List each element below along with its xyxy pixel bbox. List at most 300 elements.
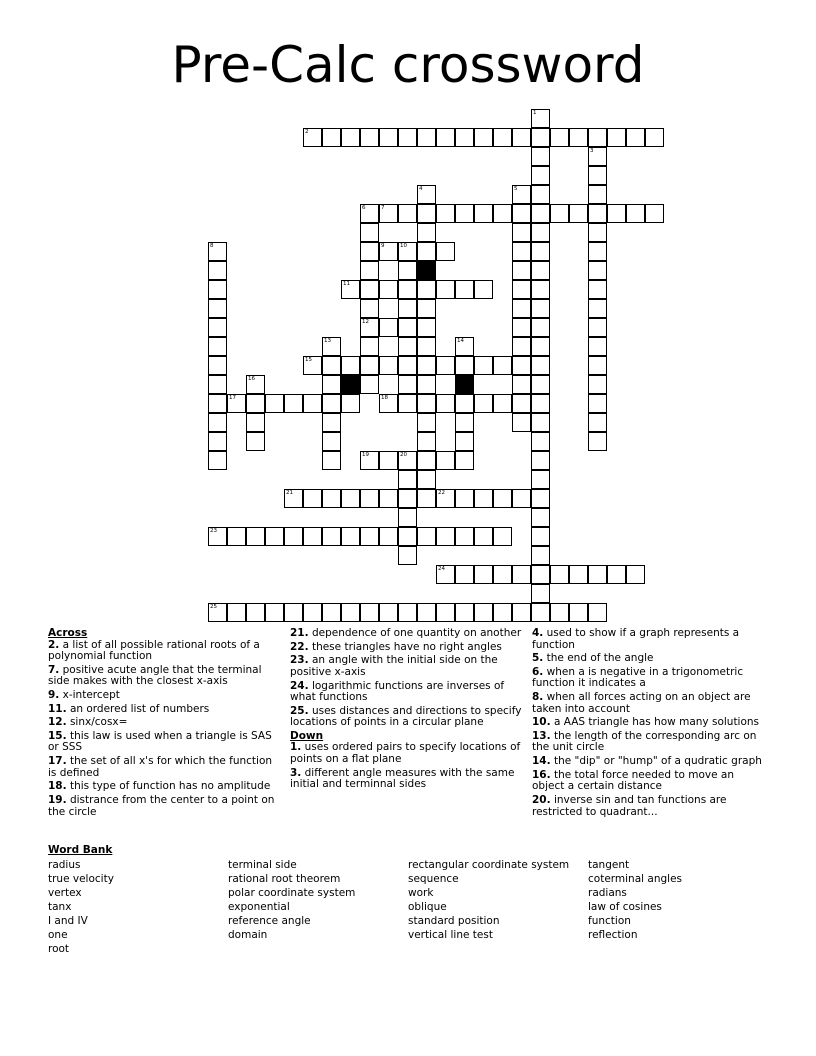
crossword-cell[interactable] (588, 280, 607, 299)
crossword-cell[interactable] (379, 394, 398, 413)
crossword-cell[interactable] (398, 489, 417, 508)
crossword-cell[interactable] (360, 527, 379, 546)
crossword-cell[interactable] (246, 413, 265, 432)
crossword-cell[interactable] (512, 603, 531, 622)
clue-item-number: 13. (532, 729, 551, 742)
crossword-cell[interactable] (493, 128, 512, 147)
clue-item-text: this type of function has no amplitude (69, 780, 271, 793)
crossword-cell[interactable] (436, 128, 455, 147)
word-bank-column (588, 858, 682, 942)
crossword-cell[interactable] (322, 527, 341, 546)
clue-item (48, 795, 280, 818)
crossword-cell[interactable] (436, 451, 455, 470)
crossword-cell[interactable] (512, 394, 531, 413)
crossword-cell[interactable] (417, 204, 436, 223)
crossword-cell[interactable] (550, 565, 569, 584)
crossword-cell[interactable] (341, 356, 360, 375)
crossword-cell[interactable] (417, 527, 436, 546)
clue-item-text: sinx/cosx= (69, 716, 128, 729)
crossword-cell[interactable] (455, 603, 474, 622)
crossword-cell[interactable] (379, 128, 398, 147)
crossword-cell[interactable] (360, 204, 379, 223)
crossword-cell[interactable] (436, 603, 455, 622)
crossword-cell[interactable] (569, 603, 588, 622)
crossword-cell[interactable] (417, 299, 436, 318)
crossword-cell[interactable] (588, 242, 607, 261)
crossword-cell[interactable] (531, 394, 550, 413)
word-bank-column (408, 858, 569, 942)
crossword-cell[interactable] (265, 394, 284, 413)
crossword-cell[interactable] (360, 128, 379, 147)
crossword-cell[interactable] (588, 318, 607, 337)
crossword-cell[interactable] (512, 204, 531, 223)
clue-item-text: uses distances and directions to specify locations of points in a circular plane (290, 704, 522, 729)
crossword-cell[interactable] (455, 565, 474, 584)
clue-item (290, 628, 522, 640)
clue-number: 4 (419, 186, 423, 192)
crossword-cell[interactable] (208, 242, 227, 261)
clue-item-number: 1. (290, 741, 302, 754)
crossword-cell[interactable] (398, 280, 417, 299)
word-bank-item: oblique (408, 901, 447, 913)
crossword-cell[interactable] (360, 318, 379, 337)
crossword-cell[interactable] (569, 204, 588, 223)
crossword-cell[interactable] (436, 489, 455, 508)
word-bank-item: standard position (408, 915, 500, 927)
crossword-cell[interactable] (474, 394, 493, 413)
crossword-cell[interactable] (379, 527, 398, 546)
clue-column-3 (532, 628, 764, 820)
crossword-cell[interactable] (417, 128, 436, 147)
crossword-cell[interactable] (284, 527, 303, 546)
crossword-cell[interactable] (455, 489, 474, 508)
crossword-cell[interactable] (398, 375, 417, 394)
crossword-cell[interactable] (645, 204, 664, 223)
clue-item-number: 5. (532, 652, 544, 665)
crossword-cell[interactable] (588, 128, 607, 147)
crossword-cell[interactable] (265, 603, 284, 622)
crossword-cell[interactable] (474, 603, 493, 622)
crossword-cell[interactable] (531, 318, 550, 337)
clue-item-text: the "dip" or "hump" of a qudratic graph (553, 755, 762, 768)
crossword-cell[interactable] (246, 375, 265, 394)
crossword-cell[interactable] (417, 223, 436, 242)
crossword-cell[interactable] (379, 204, 398, 223)
crossword-cell[interactable] (512, 261, 531, 280)
crossword-cell[interactable] (588, 166, 607, 185)
crossword-cell[interactable] (398, 470, 417, 489)
crossword-cell[interactable] (208, 280, 227, 299)
crossword-cell[interactable] (588, 432, 607, 451)
word-bank-item: vertical line test (408, 929, 493, 941)
crossword-cell[interactable] (626, 204, 645, 223)
crossword-cell[interactable] (398, 451, 417, 470)
clue-item-text: inverse sin and tan functions are restricted to quadrant... (532, 794, 727, 818)
crossword-cell[interactable] (341, 489, 360, 508)
crossword-cell[interactable] (588, 223, 607, 242)
crossword-cell[interactable] (588, 204, 607, 223)
crossword-cell[interactable] (284, 489, 303, 508)
crossword-cell[interactable] (531, 451, 550, 470)
crossword-cell[interactable] (417, 242, 436, 261)
crossword-cell[interactable] (322, 356, 341, 375)
crossword-cell[interactable] (474, 280, 493, 299)
clue-number: 21 (286, 490, 293, 496)
crossword-cell[interactable] (531, 375, 550, 394)
clue-item-text: an ordered list of numbers (69, 702, 210, 715)
crossword-cell[interactable] (588, 413, 607, 432)
crossword-cell[interactable] (360, 242, 379, 261)
clue-item (48, 781, 280, 793)
crossword-cell[interactable] (531, 185, 550, 204)
crossword-cell[interactable] (208, 394, 227, 413)
crossword-cell[interactable] (284, 603, 303, 622)
crossword-cell[interactable] (360, 299, 379, 318)
crossword-cell[interactable] (531, 299, 550, 318)
crossword-cell[interactable] (493, 527, 512, 546)
crossword-cell[interactable] (436, 242, 455, 261)
crossword-cell[interactable] (512, 375, 531, 394)
crossword-cell[interactable] (512, 356, 531, 375)
crossword-cell[interactable] (588, 394, 607, 413)
crossword-cell[interactable] (436, 394, 455, 413)
word-bank-item: one (48, 929, 68, 941)
clue-item-number: 12. (48, 716, 67, 729)
crossword-cell[interactable] (360, 375, 379, 394)
crossword-cell[interactable] (588, 356, 607, 375)
crossword-cell[interactable] (512, 223, 531, 242)
crossword-cell[interactable] (531, 128, 550, 147)
crossword-cell[interactable] (531, 223, 550, 242)
crossword-cell[interactable] (455, 356, 474, 375)
crossword-cell[interactable] (531, 546, 550, 565)
crossword-cell[interactable] (531, 527, 550, 546)
clue-item-number: 14. (532, 755, 551, 768)
crossword-cell[interactable] (284, 394, 303, 413)
crossword-cell[interactable] (531, 432, 550, 451)
crossword-cell[interactable] (398, 261, 417, 280)
crossword-cell[interactable] (474, 128, 493, 147)
crossword-cell[interactable] (455, 337, 474, 356)
clue-number: 13 (324, 338, 331, 344)
clue-item-number: 7. (48, 663, 60, 676)
clue-item-number: 15. (48, 729, 67, 742)
crossword-cell[interactable] (588, 603, 607, 622)
crossword-cell[interactable] (322, 603, 341, 622)
clue-number: 6 (362, 205, 366, 211)
crossword-cell[interactable] (531, 489, 550, 508)
crossword-cell[interactable] (493, 394, 512, 413)
crossword-cell[interactable] (246, 527, 265, 546)
crossword-cell[interactable] (493, 204, 512, 223)
crossword-cell[interactable] (227, 394, 246, 413)
page-title: Pre-Calc crossword (171, 36, 645, 94)
crossword-cell[interactable] (569, 128, 588, 147)
crossword-cell[interactable] (455, 432, 474, 451)
crossword-cell[interactable] (303, 128, 322, 147)
crossword-cell[interactable] (550, 128, 569, 147)
crossword-cell[interactable] (379, 280, 398, 299)
crossword-cell[interactable] (208, 603, 227, 622)
crossword-cell[interactable] (569, 565, 588, 584)
crossword-cell[interactable] (455, 451, 474, 470)
crossword-cell[interactable] (379, 451, 398, 470)
crossword-cell[interactable] (246, 394, 265, 413)
clue-number: 15 (305, 357, 312, 363)
clue-item (48, 717, 280, 729)
crossword-cell[interactable] (360, 223, 379, 242)
crossword-cell[interactable] (493, 356, 512, 375)
crossword-cell[interactable] (512, 185, 531, 204)
crossword-cell[interactable] (360, 337, 379, 356)
crossword-cell[interactable] (626, 565, 645, 584)
crossword-cell[interactable] (436, 527, 455, 546)
clue-number: 19 (362, 452, 369, 458)
crossword-cell[interactable] (398, 318, 417, 337)
clue-item-text: an angle with the initial side on the positive x-axis (290, 654, 498, 678)
crossword-cell[interactable] (645, 128, 664, 147)
crossword-cell[interactable] (588, 375, 607, 394)
crossword-cell[interactable] (531, 242, 550, 261)
crossword-cell[interactable] (360, 280, 379, 299)
clue-item-text: the length of the corresponding arc on the unit circle (532, 729, 757, 754)
crossword-cell[interactable] (208, 299, 227, 318)
crossword-cell[interactable] (417, 337, 436, 356)
crossword-cell[interactable] (322, 432, 341, 451)
crossword-cell[interactable] (265, 527, 284, 546)
crossword-cell[interactable] (417, 394, 436, 413)
crossword-cell[interactable] (322, 451, 341, 470)
crossword-cell[interactable] (493, 489, 512, 508)
crossword-cell[interactable] (531, 470, 550, 489)
crossword-cell[interactable] (531, 413, 550, 432)
crossword-cell[interactable] (455, 527, 474, 546)
crossword-cell[interactable] (588, 185, 607, 204)
crossword-cell[interactable] (588, 337, 607, 356)
word-bank-item: exponential (228, 901, 290, 913)
crossword-cell[interactable] (531, 204, 550, 223)
crossword-black-cell (455, 375, 474, 394)
crossword-cell[interactable] (531, 356, 550, 375)
crossword-cell[interactable] (303, 527, 322, 546)
crossword-cell[interactable] (322, 128, 341, 147)
crossword-cell[interactable] (493, 565, 512, 584)
crossword-cell[interactable] (607, 204, 626, 223)
crossword-cell[interactable] (607, 565, 626, 584)
crossword-cell[interactable] (398, 603, 417, 622)
crossword-cell[interactable] (341, 128, 360, 147)
crossword-cell[interactable] (531, 584, 550, 603)
crossword-cell[interactable] (208, 527, 227, 546)
crossword-cell[interactable] (455, 204, 474, 223)
crossword-cell[interactable] (246, 432, 265, 451)
crossword-cell[interactable] (512, 318, 531, 337)
clue-item-number: 23. (290, 654, 309, 667)
crossword-cell[interactable] (322, 337, 341, 356)
crossword-cell[interactable] (417, 185, 436, 204)
clue-item-text: the set of all x's for which the function is defined (48, 755, 273, 779)
crossword-cell[interactable] (417, 356, 436, 375)
crossword-cell[interactable] (417, 280, 436, 299)
crossword-cell[interactable] (512, 337, 531, 356)
clue-number: 14 (457, 338, 464, 344)
crossword-cell[interactable] (398, 128, 417, 147)
clue-number: 17 (229, 395, 236, 401)
crossword-cell[interactable] (588, 565, 607, 584)
clue-item-number: 20. (532, 794, 551, 806)
clue-item-text: this law is used when a triangle is SAS or SSS (48, 729, 272, 754)
crossword-cell[interactable] (607, 128, 626, 147)
crossword-cell[interactable] (531, 280, 550, 299)
crossword-cell[interactable] (626, 128, 645, 147)
crossword-cell[interactable] (531, 109, 550, 128)
crossword-cell[interactable] (417, 413, 436, 432)
crossword-cell[interactable] (341, 394, 360, 413)
clue-number: 12 (362, 319, 369, 325)
crossword-cell[interactable] (208, 261, 227, 280)
clue-item-text: the end of the angle (546, 652, 654, 665)
crossword-cell[interactable] (322, 413, 341, 432)
clue-item-number: 16. (532, 768, 551, 781)
crossword-cell[interactable] (474, 527, 493, 546)
crossword-cell[interactable] (227, 527, 246, 546)
crossword-cell[interactable] (360, 603, 379, 622)
clue-number: 18 (381, 395, 388, 401)
crossword-cell[interactable] (379, 318, 398, 337)
crossword-cell[interactable] (303, 603, 322, 622)
crossword-cell[interactable] (208, 451, 227, 470)
clue-number: 1 (533, 110, 537, 116)
crossword-cell[interactable] (417, 375, 436, 394)
crossword-cell[interactable] (531, 337, 550, 356)
crossword-cell[interactable] (436, 565, 455, 584)
clue-item (532, 667, 764, 690)
crossword-cell[interactable] (322, 394, 341, 413)
crossword-cell[interactable] (531, 565, 550, 584)
crossword-cell[interactable] (398, 337, 417, 356)
clue-item-text: uses ordered pairs to specify locations of points on a flat plane (290, 741, 521, 765)
clue-item-text: a AAS triangle has how many solutions (553, 716, 760, 729)
crossword-cell[interactable] (455, 280, 474, 299)
crossword-cell[interactable] (398, 394, 417, 413)
clue-item (532, 770, 764, 793)
crossword-cell[interactable] (360, 489, 379, 508)
crossword-cell[interactable] (303, 394, 322, 413)
crossword-cell[interactable] (360, 451, 379, 470)
crossword-cell[interactable] (398, 546, 417, 565)
crossword-cell[interactable] (550, 204, 569, 223)
crossword-cell[interactable] (455, 128, 474, 147)
clue-item-number: 24. (290, 679, 309, 692)
crossword-cell[interactable] (303, 489, 322, 508)
crossword-cell[interactable] (360, 261, 379, 280)
crossword-cell[interactable] (398, 508, 417, 527)
crossword-cell[interactable] (512, 280, 531, 299)
crossword-cell[interactable] (531, 261, 550, 280)
crossword-cell[interactable] (208, 375, 227, 394)
clue-number: 22 (438, 490, 445, 496)
crossword-cell[interactable] (436, 280, 455, 299)
crossword-cell[interactable] (531, 508, 550, 527)
crossword-cell[interactable] (398, 527, 417, 546)
crossword-cell[interactable] (303, 356, 322, 375)
crossword-cell[interactable] (512, 413, 531, 432)
crossword-cell[interactable] (246, 603, 265, 622)
crossword-cell[interactable] (417, 470, 436, 489)
crossword-cell[interactable] (512, 565, 531, 584)
crossword-cell[interactable] (322, 375, 341, 394)
crossword-cell[interactable] (208, 432, 227, 451)
clue-item-number: 2. (48, 638, 60, 651)
crossword-cell[interactable] (474, 356, 493, 375)
crossword-cell[interactable] (341, 527, 360, 546)
crossword-cell[interactable] (208, 318, 227, 337)
crossword-cell[interactable] (493, 603, 512, 622)
clue-number: 2 (305, 129, 309, 135)
crossword-cell[interactable] (436, 204, 455, 223)
crossword-cell[interactable] (322, 489, 341, 508)
crossword-cell[interactable] (550, 603, 569, 622)
crossword-cell[interactable] (398, 299, 417, 318)
crossword-cell[interactable] (417, 318, 436, 337)
crossword-cell[interactable] (531, 166, 550, 185)
crossword-cell[interactable] (417, 451, 436, 470)
crossword-cell[interactable] (227, 603, 246, 622)
clue-heading: Down (290, 729, 324, 742)
clue-item-text: logarithmic functions are inverses of what functions (290, 679, 505, 704)
crossword-cell[interactable] (341, 280, 360, 299)
crossword-cell[interactable] (379, 603, 398, 622)
clue-item (532, 628, 764, 651)
crossword-cell[interactable] (474, 565, 493, 584)
crossword-cell[interactable] (588, 299, 607, 318)
crossword-cell[interactable] (208, 356, 227, 375)
crossword-cell[interactable] (588, 261, 607, 280)
crossword-cell[interactable] (417, 432, 436, 451)
word-bank-item: terminal side (228, 859, 297, 871)
crossword-cell[interactable] (474, 204, 493, 223)
crossword-cell[interactable] (417, 489, 436, 508)
crossword-cell[interactable] (512, 299, 531, 318)
crossword-cell[interactable] (531, 603, 550, 622)
word-bank-item: true velocity (48, 873, 114, 885)
crossword-cell[interactable] (398, 356, 417, 375)
crossword-cell[interactable] (512, 489, 531, 508)
clue-item-text: used to show if a graph represents a function (532, 627, 740, 651)
crossword-cell[interactable] (208, 337, 227, 356)
crossword-cell[interactable] (208, 413, 227, 432)
crossword-cell[interactable] (379, 356, 398, 375)
crossword-cell[interactable] (417, 603, 436, 622)
crossword-cell[interactable] (455, 413, 474, 432)
crossword-cell[interactable] (474, 489, 493, 508)
crossword-cell[interactable] (512, 242, 531, 261)
crossword-cell[interactable] (531, 147, 550, 166)
crossword-cell[interactable] (436, 356, 455, 375)
crossword-cell[interactable] (398, 242, 417, 261)
clue-item-number: 4. (532, 627, 544, 639)
crossword-cell[interactable] (398, 204, 417, 223)
crossword-cell[interactable] (360, 356, 379, 375)
crossword-cell[interactable] (379, 242, 398, 261)
crossword-cell[interactable] (379, 489, 398, 508)
crossword-cell[interactable] (455, 394, 474, 413)
crossword-cell[interactable] (341, 603, 360, 622)
crossword-cell[interactable] (588, 147, 607, 166)
clue-number: 7 (381, 205, 385, 211)
crossword-cell[interactable] (512, 128, 531, 147)
word-bank-item: rectangular coordinate system (408, 859, 570, 871)
